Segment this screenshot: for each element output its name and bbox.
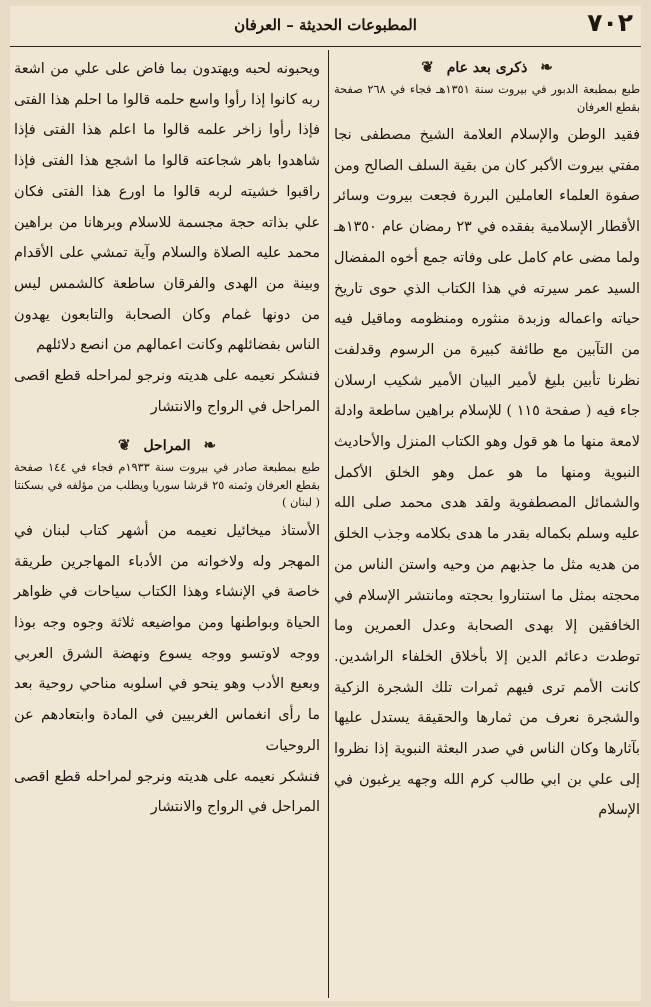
ornament-icon: ❦ [421,58,434,76]
page-header [10,6,641,46]
page-number: ٧٠٢ [587,8,633,37]
right-column [334,54,640,826]
left-column [14,54,320,823]
ornament-icon: ❦ [117,436,131,455]
publication-note: طبع بمطبعة الدبور في بيروت سنة ١٣٥١هـ فجاء في ٢٦٨ صفحة بقطع العرفان [334,83,640,114]
review-closing: فنشكر نعيمه على هديته ونرجو لمراحله قطع اقصى المراحل في الرواج والانتشار [14,768,320,816]
header-rule [10,46,641,47]
ornament-icon: ❧ [540,58,553,76]
article-body-continued: ويحبونه لحبه ويهتدون بما فاض على علي من اشعة ربه كانوا إذا رأوا واسع حلمه قالوا ما احلم هذا الفتى فإذا رأوا زاخر علمه قالوا ما اعلم هذا الفتى فإذا شاهدوا باهر شجاعته قالوا ما اشجع هذا الفتى فإذا راقبوا خشيته لربه قالوا ما اورع هذا الفتى فكان علي بذاته حجة مجسمة للاسلام وبرهانا من براهين محمد عليه الصلاة والسلام وآية تمشي على الأقدام وبينة من الهدى والفرقان ساطعة كالشمس ليس من دونها غمام وكان الصحابة والتابعون يهدون الناس بفضائلهم وكانت اعمالهم من انصع دلائلهم [14,61,320,354]
column-divider [328,50,329,998]
article-body: فقيد الوطن والإسلام العلامة الشيخ مصطفى نجا مفتي بيروت الأكبر كان من بقية السلف الصالح ومن صفوة العلماء العاملين البررة فجعت بيروت وسائر الأقطار الإسلامية بفقده في ٢٣ رمضان عام ١٣٥٠هـ ولما مضى عام كامل على وفاته جمع أخوه المفضال السيد عمر سيرته في هذا الكتاب الذي حوى تاريخ حياته واعماله وزبدة منثوره ومنظومه وماقيل فيه من التآبين مع طائفة كبيرة من الرسوم وقدلفت نظرنا تأبين بليغ لأمير البيان الأمير شكيب ارسلان جاء فيه ( صفحة ١١٥ ) للإسلام براهين ساطعة وادلة لامعة منها ما هو قول وهو الكتاب المنزل والأحاديث النبوية ومنها ما هو عمل وهو الخلق الأكمل والشمائل المصطفوية ولقد هدى محمد صلى الله عليه وسلم بكماله بقدر ما هدى بكلامه وجذب الخلق من هديه مثل ما جذبهم من وحيه واستن الناس من محجته بمثل ما استناروا بحجته ومانتشر الإسلام في الخافقين إلا بهدى الصحابة وعدل العمرين وما توطدت دعائم الدين إلا بأخلاق الخلفاء الراشدين. كانت الأمم ترى فيهم ثمرات تلك الشجرة الزكية والشجرة نعرف من ثمارها والحقيقة يستدل عليها بآثارها وكان الناس في صدر البعثة النبوية إذا نظروا إلى علي بن ابي طالب كرم الله وجهه يرغبون في الإسلام [334,127,640,819]
magazine-page [10,6,641,1001]
section-title-text: ذكرى بعد عام [446,60,528,76]
publication-note: طبع بمطبعة صادر في بيروت سنة ١٩٣٣م فجاء في ١٤٤ صفحة بقطع العرفان وثمنه ٢٥ قرشا سوريا ويطلب من مؤلفه في بسكنتا ( لبنان ) [14,461,321,510]
ornament-icon: ❧ [203,436,217,455]
section-title-dhikra [334,56,640,79]
section-title-marahil [14,434,320,457]
article-closing: فنشكر نعيمه على هديته ونرجو لمراحله قطع اقصى المراحل في الرواج والانتشار [14,368,320,415]
running-title: المطبوعات الحديثة – العرفان [234,16,417,34]
section-title-text: المراحل [143,438,191,455]
review-body: الأستاذ ميخائيل نعيمه من أشهر كتاب لبنان في المهجر وله ولاخوانه من الأدباء المهاجرين طريقة خاصة في الإنشاء وهذا الكتاب سياحات في ظواهر الحياة وبواطنها ومن مواضيعه ثلاثة وجوه وجه بوذا ووجه لاوتسو ووجه يسوع ونهضة الشرق العربي وبعبع الأدب وهو ينحو في اسلوبه مناحي روحية بعد ما رأى انغماس الغربيين في المادة وابتعادهم عن الروحيات [14,522,320,754]
